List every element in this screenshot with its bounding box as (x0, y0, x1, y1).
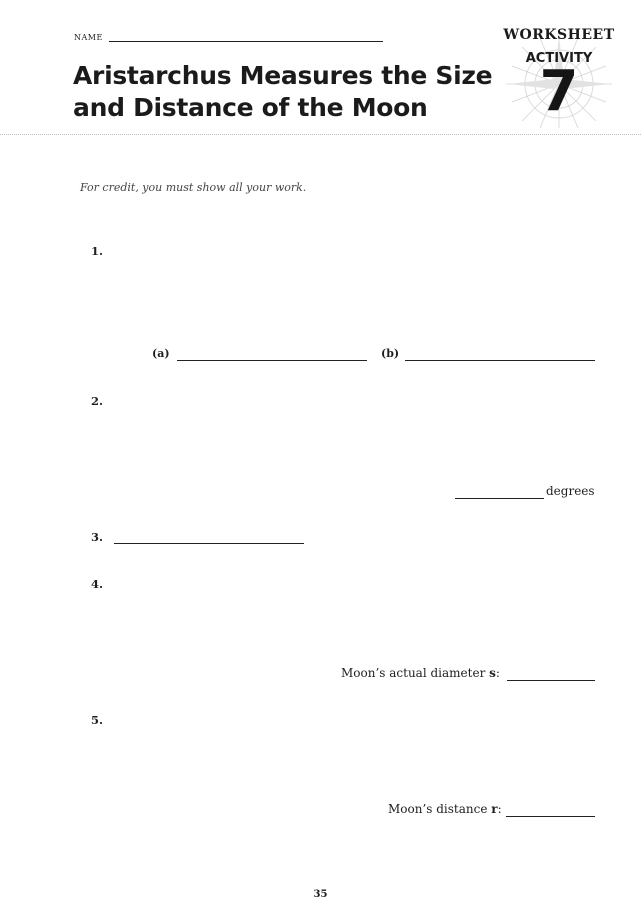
question-4-number: 4. (91, 577, 104, 591)
question-4-answer-label (341, 666, 500, 680)
question-5-answer-line[interactable] (506, 816, 595, 817)
question-5-answer-variable: r (491, 802, 498, 816)
question-5-number: 5. (91, 713, 104, 727)
question-1-number: 1. (91, 244, 104, 258)
question-5-answer-prefix: Moon’s distance (388, 802, 488, 816)
question-1b-answer-line[interactable] (405, 360, 595, 361)
question-3-number: 3. (91, 530, 104, 544)
question-4-answer-line[interactable] (507, 680, 595, 681)
question-2-unit: degrees (546, 484, 595, 498)
title-line-2: and Distance of the Moon (73, 93, 428, 122)
question-4-answer-variable: s (489, 666, 496, 680)
question-3-answer-line[interactable] (114, 543, 304, 544)
question-5-answer-colon: : (497, 802, 502, 816)
page-title (73, 60, 493, 124)
page-number: 35 (313, 889, 328, 900)
name-label: NAME (74, 33, 103, 42)
name-field[interactable] (109, 41, 383, 42)
question-2-answer-line[interactable] (455, 498, 544, 499)
question-1a-label: (a) (152, 347, 170, 360)
question-4-answer-prefix: Moon’s actual diameter (341, 666, 486, 680)
activity-label: ACTIVITY (525, 51, 593, 66)
question-2-number: 2. (91, 394, 104, 408)
instructions-text: For credit, you must show all your work. (80, 181, 307, 194)
question-1a-answer-line[interactable] (177, 360, 367, 361)
title-line-1: Aristarchus Measures the Size (73, 61, 493, 90)
question-1b-label: (b) (381, 347, 400, 360)
question-4-answer-colon: : (495, 666, 500, 680)
worksheet-label: WORKSHEET (503, 27, 615, 43)
question-5-answer-label (388, 802, 502, 816)
activity-number: 7 (539, 59, 579, 124)
header-divider (0, 134, 641, 135)
